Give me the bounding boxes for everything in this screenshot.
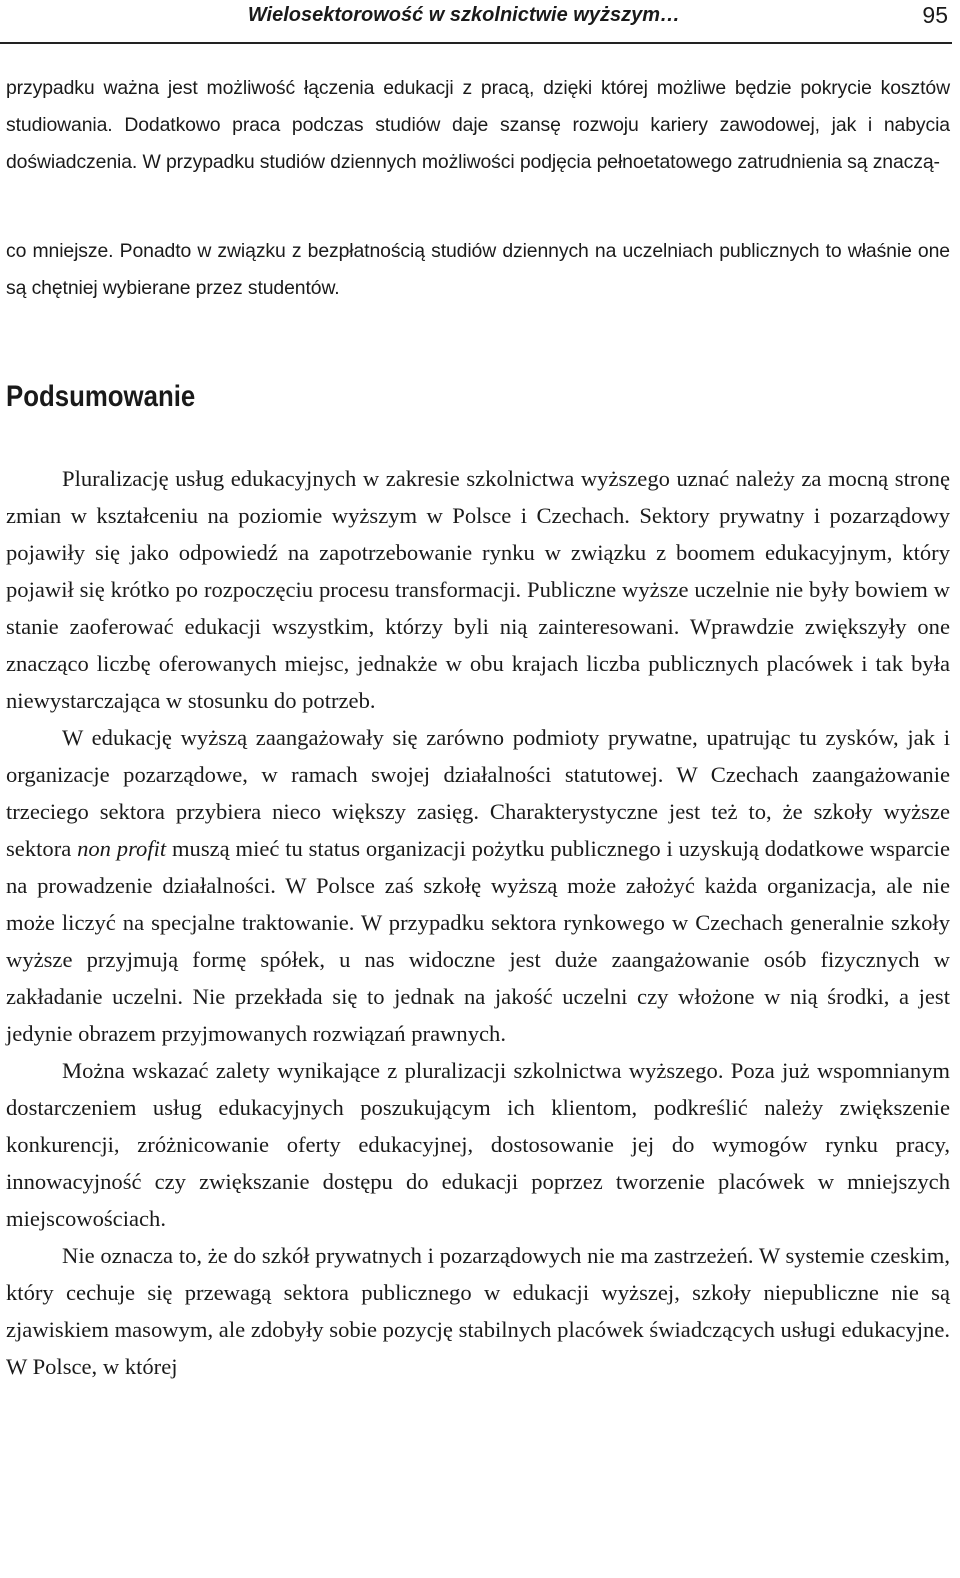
paragraph-2 [6,719,950,1052]
running-title: Wielosektorowość w szkolnictwie wyższym… [247,4,680,26]
page-number: 95 [922,2,948,28]
section-heading: Podsumowanie [6,380,196,413]
section-body [6,460,950,1385]
paragraph-2-text-a: W edukację wyższą zaangażowały się zarówno podmioty prywatne, upatrując tu zysków, jak i organizacje pozarządowe, w ramach swojej działalności statutowej. W Czechach zaangażowanie trzeciego sektora przybiera nieco większy zasięg. Charakterystyczne jest też to, że szkoły wyższe sektora [6,725,950,861]
intro-paragraph-part-1: przypadku ważna jest możliwość łączenia edukacji z pracą, dzięki której możliwe będzie pokrycie kosztów studiowania. Dodatkowo praca podczas studiów daje szansę rozwoju kariery zawodowej, jak i nabycia doświadczenia. W przypadku studiów dziennych możliwości podjęcia pełnoetatowego zatrudnienia są znaczą- [6,77,950,173]
paragraph-2-emphasis: non profit [77,836,167,861]
paragraph-4: Nie oznacza to, że do szkół prywatnych i pozarządowych nie ma zastrzeżeń. W systemie czeskim, który cechuje się przewagą sektora publicznego w edukacji wyższej, szkoły niepubliczne nie są zjawiskiem masowym, ale zdobyły sobie pozycję stabilnych placówek świadczących usługi edukacyjne. W Polsce, w której [6,1243,950,1379]
intro-paragraph-continuation [6,233,950,307]
intro-paragraph [6,70,950,181]
running-header [0,0,952,44]
paragraph-1: Pluralizację usług edukacyjnych w zakresie szkolnictwa wyższego uznać należy za mocną stronę zmian w kształceniu na poziomie wyższym w Polsce i Czechach. Sektory prywatny i pozarządowy pojawiły się jako odpowiedź na zapotrzebowanie rynku w związku z boomem edukacyjnym, który pojawił się krótko po rozpoczęciu procesu transformacji. Publiczne wyższe uczelnie nie były bowiem w stanie zaoferować edukacji wszystkim, którzy byli nią zainteresowani. Wprawdzie zwiększyły one znacząco liczbę oferowanych miejsc, jednakże w obu krajach liczba publicznych placówek i tak była niewystarczająca w stosunku do potrzeb. [6,466,950,713]
paragraph-2-text-b: muszą mieć tu status organizacji pożytku publicznego i uzyskują dodatkowe wsparcie na prowadzenie działalności. W Polsce zaś szkołę wyższą może założyć każda organizacja, ale nie może liczyć na specjalne traktowanie. W przypadku sektora rynkowego w Czechach generalnie szkoły wyższe przyjmują formę spółek, u nas widoczne jest duże zaangażowanie osób fizycznych w zakładanie uczelni. Nie przekłada się to jednak na jakość uczelni czy włożone w nią środki, a jest jedynie obrazem przyjmowanych rozwiązań prawnych. [6,836,950,1046]
intro-paragraph-part-2: co mniejsze. Ponadto w związku z bezpłatnością studiów dziennych na uczelniach publicznych to właśnie one są chętniej wybierane przez studentów. [6,240,950,299]
paragraph-3: Można wskazać zalety wynikające z pluralizacji szkolnictwa wyższego. Poza już wspomnianym dostarczeniem usług edukacyjnych poszukującym ich klientom, podkreślić należy zwiększenie konkurencji, zróżnicowanie oferty edukacyjnej, dostosowanie jej do wymogów rynku pracy, innowacyjność czy zwiększanie dostępu do edukacji poprzez tworzenie placówek w mniejszych miejscowościach. [6,1058,950,1231]
